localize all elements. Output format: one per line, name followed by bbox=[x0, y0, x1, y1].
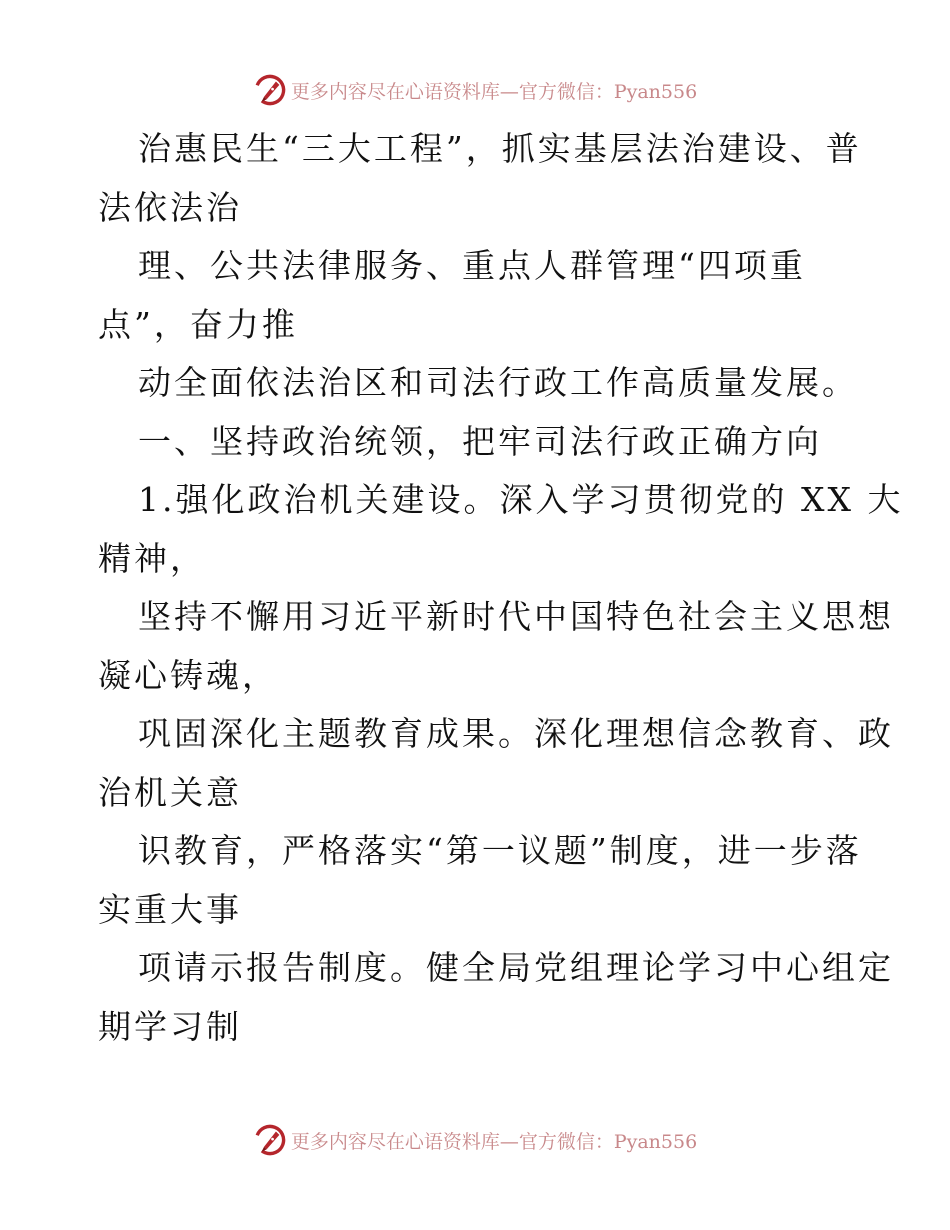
body-line: 识教育，严格落实“第一议题”制度，进一步落 bbox=[138, 831, 862, 870]
header-banner bbox=[0, 70, 950, 110]
body-line: 点”，奋力推 bbox=[98, 304, 298, 344]
body-line: 坚持不懈用习近平新时代中国特色社会主义思想 bbox=[138, 597, 894, 636]
body-line: 理、公共法律服务、重点人群管理“四项重 bbox=[138, 246, 806, 285]
body-line: 治机关意 bbox=[98, 772, 242, 812]
body-line: 巩固深化主题教育成果。深化理想信念教育、政 bbox=[138, 714, 894, 753]
body-line: 项请示报告制度。健全局党组理论学习中心组定 bbox=[138, 948, 894, 987]
body-line: 法依法治 bbox=[98, 187, 242, 227]
body-line: 凝心铸魂， bbox=[98, 655, 278, 695]
pen-nib-logo-icon bbox=[253, 1123, 287, 1157]
pen-nib-logo-icon bbox=[253, 73, 287, 107]
body-line: 实重大事 bbox=[98, 889, 242, 929]
document-body bbox=[98, 120, 904, 1056]
body-line: 1.强化政治机关建设。深入学习贯彻党的 XX 大 bbox=[138, 480, 904, 519]
body-line: 动全面依法治区和司法行政工作高质量发展。 bbox=[138, 363, 858, 402]
body-line: 期学习制 bbox=[98, 1006, 242, 1046]
footer-banner-text: 更多内容尽在心语资料库—官方微信：Pyan556 bbox=[290, 1130, 698, 1153]
body-line: 精神， bbox=[98, 538, 206, 578]
body-line: 治惠民生“三大工程”，抓实基层法治建设、普 bbox=[138, 129, 862, 168]
footer-banner bbox=[0, 1120, 950, 1160]
section-heading: 一、坚持政治统领，把牢司法行政正确方向 bbox=[138, 421, 822, 461]
header-banner-text: 更多内容尽在心语资料库—官方微信：Pyan556 bbox=[290, 80, 698, 103]
